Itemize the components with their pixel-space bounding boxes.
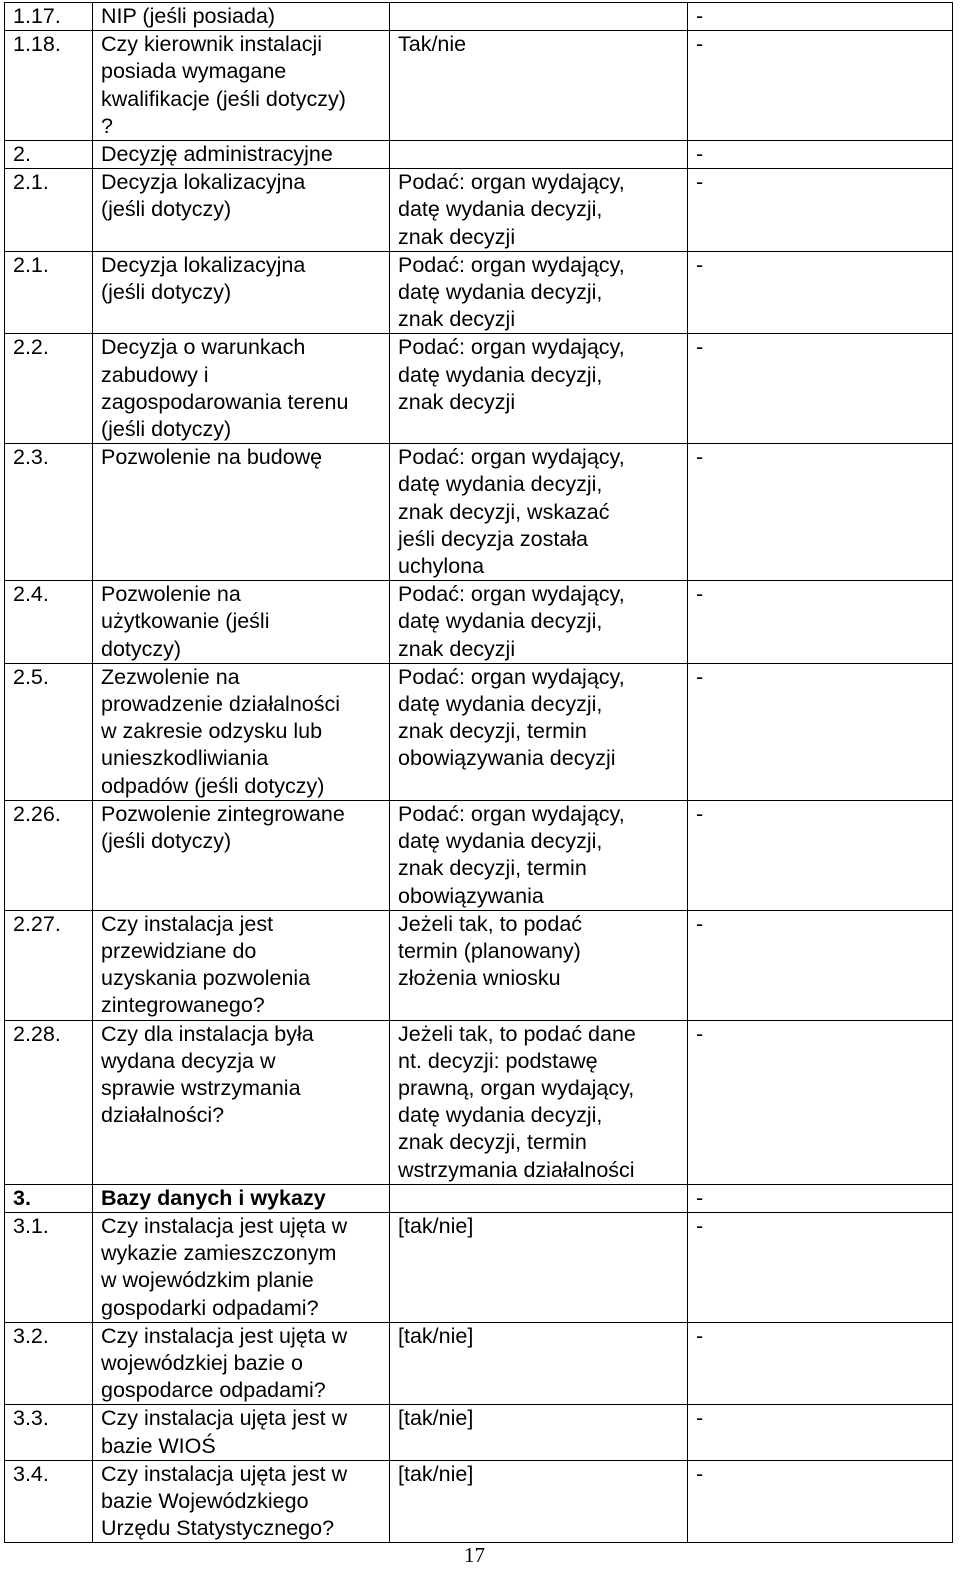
row-value: - <box>688 1020 953 1184</box>
table-row <box>5 581 953 664</box>
row-question: Czy instalacja jest przewidziane do uzyskania pozwolenia zintegrowanego? <box>93 910 390 1020</box>
row-number: 3.4. <box>5 1460 93 1543</box>
row-value: - <box>688 800 953 910</box>
row-instruction: Jeżeli tak, to podać termin (planowany) złożenia wniosku <box>390 910 688 1020</box>
table-row <box>5 1460 953 1543</box>
table-row <box>5 1184 953 1212</box>
row-instruction: Podać: organ wydający, datę wydania decyzji, znak decyzji, termin obowiązywania <box>390 800 688 910</box>
row-value: - <box>688 1184 953 1212</box>
row-question: Bazy danych i wykazy <box>93 1184 390 1212</box>
form-table <box>4 2 953 1543</box>
table-row <box>5 444 953 581</box>
row-value: - <box>688 31 953 141</box>
form-table-body <box>5 3 953 1543</box>
row-value: - <box>688 1405 953 1460</box>
table-row <box>5 169 953 252</box>
row-number: 2.5. <box>5 663 93 800</box>
row-instruction: [tak/nie] <box>390 1212 688 1322</box>
row-question: Pozwolenie na użytkowanie (jeśli dotyczy) <box>93 581 390 664</box>
row-value: - <box>688 1212 953 1322</box>
table-row <box>5 663 953 800</box>
row-value: - <box>688 141 953 169</box>
row-instruction: Podać: organ wydający, datę wydania decyzji, znak decyzji <box>390 581 688 664</box>
row-number: 3.2. <box>5 1322 93 1405</box>
row-instruction: Podać: organ wydający, datę wydania decyzji, znak decyzji, termin obowiązywania decyzji <box>390 663 688 800</box>
page-number: 17 <box>464 1543 485 1567</box>
row-question: Czy instalacja jest ujęta w wykazie zamieszczonym w wojewódzkim planie gospodarki odpadami? <box>93 1212 390 1322</box>
row-number: 2.2. <box>5 334 93 444</box>
row-question: Pozwolenie na budowę <box>93 444 390 581</box>
row-value: - <box>688 1460 953 1543</box>
row-value: - <box>688 251 953 334</box>
row-value: - <box>688 169 953 252</box>
table-row <box>5 1212 953 1322</box>
row-question: Decyzja o warunkach zabudowy i zagospodarowania terenu (jeśli dotyczy) <box>93 334 390 444</box>
table-row <box>5 1020 953 1184</box>
row-question: Czy instalacja ujęta jest w bazie Wojewódzkiego Urzędu Statystycznego? <box>93 1460 390 1543</box>
row-number: 1.17. <box>5 3 93 31</box>
row-question: Decyzja lokalizacyjna (jeśli dotyczy) <box>93 251 390 334</box>
row-number: 2. <box>5 141 93 169</box>
table-row <box>5 141 953 169</box>
row-instruction: Podać: organ wydający, datę wydania decyzji, znak decyzji <box>390 334 688 444</box>
table-row <box>5 3 953 31</box>
row-instruction <box>390 141 688 169</box>
row-value: - <box>688 663 953 800</box>
table-row <box>5 334 953 444</box>
row-instruction: Podać: organ wydający, datę wydania decyzji, znak decyzji <box>390 169 688 252</box>
table-row <box>5 800 953 910</box>
row-question: Czy kierownik instalacji posiada wymagane kwalifikacje (jeśli dotyczy) ? <box>93 31 390 141</box>
row-question: Czy instalacja ujęta jest w bazie WIOŚ <box>93 1405 390 1460</box>
row-instruction: Podać: organ wydający, datę wydania decyzji, znak decyzji <box>390 251 688 334</box>
row-instruction <box>390 3 688 31</box>
row-number: 2.3. <box>5 444 93 581</box>
row-instruction: Podać: organ wydający, datę wydania decyzji, znak decyzji, wskazać jeśli decyzja została uchylona <box>390 444 688 581</box>
row-number: 1.18. <box>5 31 93 141</box>
row-number: 2.27. <box>5 910 93 1020</box>
row-value: - <box>688 3 953 31</box>
row-instruction <box>390 1184 688 1212</box>
row-number: 2.28. <box>5 1020 93 1184</box>
row-number: 3.3. <box>5 1405 93 1460</box>
row-value: - <box>688 334 953 444</box>
table-row <box>5 1405 953 1460</box>
row-question: Decyzję administracyjne <box>93 141 390 169</box>
row-instruction: [tak/nie] <box>390 1460 688 1543</box>
row-instruction: [tak/nie] <box>390 1322 688 1405</box>
table-row <box>5 910 953 1020</box>
row-question: NIP (jeśli posiada) <box>93 3 390 31</box>
row-question: Czy dla instalacja była wydana decyzja w sprawie wstrzymania działalności? <box>93 1020 390 1184</box>
row-instruction: [tak/nie] <box>390 1405 688 1460</box>
row-question: Decyzja lokalizacyjna (jeśli dotyczy) <box>93 169 390 252</box>
row-number: 2.1. <box>5 169 93 252</box>
row-value: - <box>688 910 953 1020</box>
row-instruction: Jeżeli tak, to podać dane nt. decyzji: podstawę prawną, organ wydający, datę wydania decyzji, znak decyzji, termin wstrzymania działalności <box>390 1020 688 1184</box>
row-number: 3. <box>5 1184 93 1212</box>
row-value: - <box>688 444 953 581</box>
row-number: 3.1. <box>5 1212 93 1322</box>
row-question: Zezwolenie na prowadzenie działalności w zakresie odzysku lub unieszkodliwiania odpadów (jeśli dotyczy) <box>93 663 390 800</box>
row-value: - <box>688 1322 953 1405</box>
row-value: - <box>688 581 953 664</box>
row-instruction: Tak/nie <box>390 31 688 141</box>
row-number: 2.4. <box>5 581 93 664</box>
row-question: Pozwolenie zintegrowane (jeśli dotyczy) <box>93 800 390 910</box>
row-number: 2.1. <box>5 251 93 334</box>
row-number: 2.26. <box>5 800 93 910</box>
row-question: Czy instalacja jest ujęta w wojewódzkiej bazie o gospodarce odpadami? <box>93 1322 390 1405</box>
table-row <box>5 251 953 334</box>
table-row <box>5 1322 953 1405</box>
table-row <box>5 31 953 141</box>
